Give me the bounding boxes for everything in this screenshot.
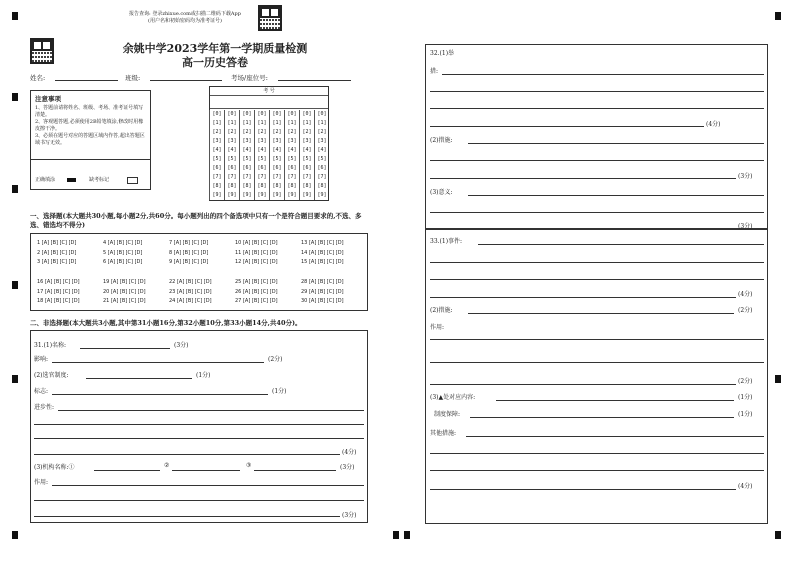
- q33-score: (2分): [738, 307, 753, 314]
- digit-bubble[interactable]: [5]: [212, 156, 222, 162]
- digit-bubble[interactable]: [6]: [227, 165, 237, 171]
- q31-org-field-1[interactable]: [94, 470, 160, 471]
- digit-bubble[interactable]: [3]: [317, 138, 327, 144]
- choice-question-5[interactable]: 5 [A] [B] [C] [D]: [103, 249, 143, 256]
- q31-impact-label: 影响:: [34, 356, 49, 363]
- q32-answer-line[interactable]: [430, 126, 704, 127]
- choice-question-18[interactable]: 18 [A] [B] [C] [D]: [37, 298, 80, 304]
- digit-bubble[interactable]: [8]: [227, 183, 237, 189]
- digit-bubble[interactable]: [6]: [317, 165, 327, 171]
- q33-score: (2分): [738, 378, 753, 385]
- choice-question-8[interactable]: 8 [A] [B] [C] [D]: [169, 249, 209, 256]
- question-31-box: [30, 330, 368, 523]
- digit-bubble[interactable]: [5]: [242, 156, 252, 162]
- choice-question-26[interactable]: 26 [A] [B] [C] [D]: [235, 288, 278, 295]
- choice-question-25[interactable]: 25 [A] [B] [C] [D]: [235, 279, 278, 285]
- q31-org-label-3: ③: [246, 462, 252, 469]
- notice-item: 2、客观题答题,必须使用2B铅笔填涂,修改时用橡皮擦干净。: [35, 119, 144, 132]
- alignment-mark: [12, 375, 18, 383]
- seat-field[interactable]: [278, 80, 351, 81]
- q33-blank-label: (3)▲处对应内容:: [430, 394, 476, 401]
- digit-column[interactable]: [299, 110, 314, 200]
- alignment-mark: [775, 12, 781, 20]
- digit-bubble[interactable]: [6]: [212, 165, 222, 171]
- alignment-mark: [775, 531, 781, 539]
- q32-step-field[interactable]: [468, 143, 764, 144]
- digit-bubble[interactable]: [1]: [257, 120, 267, 126]
- digit-bubble[interactable]: [3]: [287, 138, 297, 144]
- digit-bubble[interactable]: [4]: [242, 147, 252, 153]
- digit-bubble[interactable]: [7]: [227, 174, 237, 180]
- q33-measure-field[interactable]: [468, 313, 734, 314]
- digit-bubble[interactable]: [4]: [287, 147, 297, 153]
- digit-bubble[interactable]: [5]: [257, 156, 267, 162]
- q31-system-label: (2)选官制度:: [34, 372, 69, 379]
- digit-bubble[interactable]: [4]: [302, 147, 312, 153]
- choice-question-7[interactable]: 7 [A] [B] [C] [D]: [169, 240, 209, 246]
- q31-org-field-3[interactable]: [254, 470, 336, 471]
- digit-column[interactable]: [284, 110, 299, 200]
- choice-question-10[interactable]: 10 [A] [B] [C] [D]: [235, 240, 278, 246]
- choice-question-15[interactable]: 15 [A] [B] [C] [D]: [301, 259, 344, 265]
- digit-bubble[interactable]: [3]: [242, 138, 252, 144]
- digit-bubble[interactable]: [7]: [212, 174, 222, 180]
- q31-score: (4分): [342, 449, 357, 456]
- q31-answer-line[interactable]: [34, 454, 340, 455]
- choice-question-20[interactable]: 20 [A] [B] [C] [D]: [103, 288, 146, 295]
- digit-bubble[interactable]: [0]: [227, 111, 237, 117]
- choice-question-17[interactable]: 17 [A] [B] [C] [D]: [37, 288, 80, 295]
- q33-blank-field[interactable]: [496, 400, 734, 401]
- digit-column[interactable]: [209, 110, 224, 200]
- digit-bubble[interactable]: [4]: [272, 147, 282, 153]
- question-33-box: [425, 229, 768, 524]
- digit-bubble[interactable]: [2]: [317, 129, 327, 135]
- q31-answer-line[interactable]: [34, 516, 340, 517]
- choice-question-22[interactable]: 22 [A] [B] [C] [D]: [169, 279, 212, 285]
- alignment-mark: [12, 12, 18, 20]
- digit-bubble[interactable]: [8]: [242, 183, 252, 189]
- digit-bubble[interactable]: [4]: [212, 147, 222, 153]
- notice-item: 3、必须在题号对应的答题区域内作答,超出答题区域书写无效。: [35, 133, 145, 146]
- notice-items: [35, 105, 147, 147]
- class-field[interactable]: [150, 80, 222, 81]
- exam-number-columns: [209, 110, 329, 200]
- q32-score: (4分): [706, 121, 721, 128]
- digit-bubble[interactable]: [4]: [257, 147, 267, 153]
- q33-score: (1分): [738, 411, 753, 418]
- q31-role-field[interactable]: [52, 485, 364, 486]
- q33-institution-field[interactable]: [470, 417, 734, 418]
- q31-name-field[interactable]: [80, 348, 170, 349]
- q32-answer-line[interactable]: [430, 160, 764, 161]
- digit-bubble[interactable]: [6]: [242, 165, 252, 171]
- alignment-mark: [12, 531, 18, 539]
- notice-item: 1、答题前请将姓名、班级、考场、准考证号填写清楚。: [35, 105, 144, 118]
- digit-bubble[interactable]: [2]: [287, 129, 297, 135]
- digit-bubble[interactable]: [1]: [227, 120, 237, 126]
- q33-score: (1分): [738, 394, 753, 401]
- choice-question-23[interactable]: 23 [A] [B] [C] [D]: [169, 288, 212, 295]
- digit-bubble[interactable]: [7]: [302, 174, 312, 180]
- q33-institution-label: 制度保障:: [434, 411, 461, 418]
- digit-bubble[interactable]: [3]: [272, 138, 282, 144]
- q31-impact-field[interactable]: [52, 362, 264, 363]
- q32-step-label: (2)措施:: [430, 137, 453, 144]
- section-one-title: 一、选择题(本大题共30小题,每小题2分,共60分。每小题列出的四个备选项中只有一个是符合题目要求的,不选、多选、错选均不得分): [30, 212, 362, 229]
- absent-label: 缺考标记: [89, 177, 110, 183]
- q31-org-label-2: ②: [164, 462, 170, 469]
- q33-answer-line[interactable]: [430, 489, 736, 490]
- digit-bubble[interactable]: [3]: [302, 138, 312, 144]
- digit-bubble[interactable]: [6]: [302, 165, 312, 171]
- exam-number-write-row[interactable]: [210, 96, 328, 109]
- choice-question-6[interactable]: 6 [A] [B] [C] [D]: [103, 259, 143, 265]
- digit-column[interactable]: [314, 110, 329, 200]
- q32-significance-label: (3)意义:: [430, 189, 453, 196]
- digit-bubble[interactable]: [9]: [257, 192, 267, 198]
- section-two-title: 二、非选择题(本大题共3小题,其中第31小题16分,第32小题10分,第33小题14分,共40分)。: [30, 319, 302, 327]
- choice-question-14[interactable]: 14 [A] [B] [C] [D]: [301, 249, 344, 256]
- q32-answer-line[interactable]: [430, 178, 736, 179]
- digit-bubble[interactable]: [0]: [272, 111, 282, 117]
- alignment-mark: [12, 185, 18, 193]
- q31-name-label: 31.(1)名称:: [34, 342, 67, 349]
- digit-column[interactable]: [254, 110, 269, 200]
- alignment-mark: [393, 531, 399, 539]
- digit-bubble[interactable]: [8]: [257, 183, 267, 189]
- digit-bubble[interactable]: [0]: [287, 111, 297, 117]
- q31-score: (1分): [196, 372, 211, 379]
- digit-bubble[interactable]: [7]: [242, 174, 252, 180]
- choice-question-28[interactable]: 28 [A] [B] [C] [D]: [301, 279, 344, 285]
- digit-bubble[interactable]: [9]: [302, 192, 312, 198]
- q33-answer-line[interactable]: [430, 470, 764, 471]
- digit-bubble[interactable]: [8]: [317, 183, 327, 189]
- alignment-mark: [404, 531, 410, 539]
- q33-answer-line[interactable]: [430, 453, 764, 454]
- digit-bubble[interactable]: [9]: [212, 192, 222, 198]
- q32-score: (3分): [738, 223, 753, 230]
- choice-question-9[interactable]: 9 [A] [B] [C] [D]: [169, 259, 209, 265]
- digit-bubble[interactable]: [8]: [272, 183, 282, 189]
- digit-bubble[interactable]: [9]: [272, 192, 282, 198]
- digit-bubble[interactable]: [5]: [302, 156, 312, 162]
- digit-bubble[interactable]: [3]: [212, 138, 222, 144]
- digit-bubble[interactable]: [0]: [212, 111, 222, 117]
- digit-bubble[interactable]: [0]: [317, 111, 327, 117]
- divider: [31, 159, 150, 160]
- correct-fill-label: 正确填涂: [35, 177, 56, 183]
- choice-question-21[interactable]: 21 [A] [B] [C] [D]: [103, 298, 146, 304]
- q33-answer-line[interactable]: [430, 339, 764, 340]
- filled-sample-icon: [67, 178, 76, 182]
- digit-bubble[interactable]: [3]: [227, 138, 237, 144]
- choice-question-11[interactable]: 11 [A] [B] [C] [D]: [235, 249, 278, 256]
- digit-bubble[interactable]: [1]: [287, 120, 297, 126]
- q33-score: (4分): [738, 483, 753, 490]
- q33-event-field[interactable]: [478, 244, 764, 245]
- digit-bubble[interactable]: [5]: [227, 156, 237, 162]
- digit-bubble[interactable]: [8]: [287, 183, 297, 189]
- name-field[interactable]: [55, 80, 118, 81]
- digit-bubble[interactable]: [1]: [272, 120, 282, 126]
- choice-question-27[interactable]: 27 [A] [B] [C] [D]: [235, 298, 278, 304]
- digit-bubble[interactable]: [7]: [317, 174, 327, 180]
- class-label: 班级:: [125, 74, 141, 82]
- q31-score: (3分): [342, 512, 357, 519]
- digit-bubble[interactable]: [0]: [257, 111, 267, 117]
- choice-question-4[interactable]: 4 [A] [B] [C] [D]: [103, 240, 143, 246]
- choice-question-12[interactable]: 12 [A] [B] [C] [D]: [235, 259, 278, 265]
- digit-bubble[interactable]: [6]: [287, 165, 297, 171]
- q31-system-field[interactable]: [86, 378, 192, 379]
- digit-bubble[interactable]: [5]: [317, 156, 327, 162]
- q33-answer-line[interactable]: [430, 297, 736, 298]
- digit-bubble[interactable]: [9]: [287, 192, 297, 198]
- digit-bubble[interactable]: [6]: [272, 165, 282, 171]
- choice-question-13[interactable]: 13 [A] [B] [C] [D]: [301, 240, 344, 246]
- question-32-box: [425, 44, 768, 229]
- digit-bubble[interactable]: [0]: [242, 111, 252, 117]
- page-title: 高一历史答卷: [182, 56, 248, 69]
- q32-measure-field[interactable]: [442, 74, 764, 75]
- q32-answer-line[interactable]: [430, 212, 764, 213]
- q33-event-label: 33.(1)事件:: [430, 238, 463, 245]
- q33-answer-line[interactable]: [430, 362, 764, 363]
- digit-bubble[interactable]: [1]: [242, 120, 252, 126]
- q32-measure-label: 措:: [430, 68, 439, 75]
- digit-bubble[interactable]: [3]: [257, 138, 267, 144]
- q33-answer-line[interactable]: [430, 384, 736, 385]
- digit-bubble[interactable]: [9]: [242, 192, 252, 198]
- digit-bubble[interactable]: [1]: [212, 120, 222, 126]
- qr-code-icon: [258, 5, 282, 31]
- exam-number-grid: [209, 86, 329, 201]
- choice-question-3[interactable]: 3 [A] [B] [C] [D]: [37, 259, 77, 265]
- choice-question-2[interactable]: 2 [A] [B] [C] [D]: [37, 249, 77, 256]
- digit-bubble[interactable]: [1]: [302, 120, 312, 126]
- choice-question-16[interactable]: 16 [A] [B] [C] [D]: [37, 279, 80, 285]
- seat-label: 考场/座位号:: [231, 74, 268, 82]
- q31-answer-line[interactable]: [34, 438, 364, 439]
- report-note: [115, 11, 255, 25]
- digit-column[interactable]: [239, 110, 254, 200]
- choice-question-24[interactable]: 24 [A] [B] [C] [D]: [169, 298, 212, 304]
- q32-label: 32.(1)举: [430, 50, 455, 57]
- digit-bubble[interactable]: [1]: [317, 120, 327, 126]
- notice-box: [30, 90, 151, 190]
- digit-column[interactable]: [269, 110, 284, 200]
- alignment-mark: [12, 93, 18, 101]
- choice-question-29[interactable]: 29 [A] [B] [C] [D]: [301, 288, 344, 295]
- q31-sign-label: 标志:: [34, 388, 49, 395]
- digit-bubble[interactable]: [5]: [287, 156, 297, 162]
- exam-number-header: 考 号: [210, 88, 328, 96]
- alignment-mark: [12, 281, 18, 289]
- digit-bubble[interactable]: [2]: [227, 129, 237, 135]
- q33-other-label: 其他措施:: [430, 430, 457, 437]
- q31-progress-label: 进步性:: [34, 404, 55, 411]
- digit-bubble[interactable]: [2]: [302, 129, 312, 135]
- qr-code-icon: [30, 38, 54, 64]
- choice-question-1[interactable]: 1 [A] [B] [C] [D]: [37, 240, 77, 246]
- q33-other-field[interactable]: [466, 436, 764, 437]
- digit-bubble[interactable]: [7]: [272, 174, 282, 180]
- q31-score: (1分): [272, 388, 287, 395]
- q31-sign-field[interactable]: [52, 394, 268, 395]
- report-note-line: (用户名和初始密码均为准考证号): [148, 18, 222, 24]
- digit-bubble[interactable]: [2]: [272, 129, 282, 135]
- digit-bubble[interactable]: [4]: [317, 147, 327, 153]
- q31-org-label: (3)机构名称:①: [34, 464, 75, 471]
- digit-bubble[interactable]: [0]: [302, 111, 312, 117]
- digit-bubble[interactable]: [9]: [317, 192, 327, 198]
- digit-bubble[interactable]: [2]: [257, 129, 267, 135]
- q33-answer-line[interactable]: [430, 279, 764, 280]
- choice-answer-box: [30, 233, 368, 311]
- choice-question-19[interactable]: 19 [A] [B] [C] [D]: [103, 279, 146, 285]
- digit-bubble[interactable]: [2]: [212, 129, 222, 135]
- name-label: 姓名:: [30, 74, 46, 82]
- q31-progress-field[interactable]: [58, 410, 364, 411]
- digit-bubble[interactable]: [7]: [257, 174, 267, 180]
- digit-bubble[interactable]: [8]: [212, 183, 222, 189]
- q31-answer-line[interactable]: [34, 424, 364, 425]
- q31-org-field-2[interactable]: [172, 470, 240, 471]
- digit-bubble[interactable]: [2]: [242, 129, 252, 135]
- digit-bubble[interactable]: [9]: [227, 192, 237, 198]
- q32-score: (3分): [738, 173, 753, 180]
- q32-answer-line[interactable]: [430, 91, 764, 92]
- q32-significance-field[interactable]: [468, 195, 764, 196]
- q31-role-label: 作用:: [34, 479, 49, 486]
- absent-checkbox[interactable]: [127, 177, 138, 184]
- q31-score: (3分): [174, 342, 189, 349]
- digit-bubble[interactable]: [7]: [287, 174, 297, 180]
- digit-bubble[interactable]: [6]: [257, 165, 267, 171]
- choice-question-30[interactable]: 30 [A] [B] [C] [D]: [301, 298, 344, 304]
- q33-role-label: 作用:: [430, 324, 445, 331]
- q33-answer-line[interactable]: [430, 262, 764, 263]
- digit-bubble[interactable]: [8]: [302, 183, 312, 189]
- q31-score: (2分): [268, 356, 283, 363]
- digit-bubble[interactable]: [4]: [227, 147, 237, 153]
- alignment-mark: [775, 375, 781, 383]
- q33-score: (4分): [738, 291, 753, 298]
- q31-answer-line[interactable]: [34, 500, 364, 501]
- notice-title: 注意事项: [35, 95, 61, 103]
- digit-column[interactable]: [224, 110, 239, 200]
- q32-answer-line[interactable]: [430, 108, 764, 109]
- digit-bubble[interactable]: [5]: [272, 156, 282, 162]
- report-note-line: 报告查询: 登录zhixue.com或扫描二维码下载App: [129, 11, 241, 17]
- q33-measure-label: (2)措施:: [430, 307, 453, 314]
- school-title: 余姚中学2023学年第一学期质量检测: [122, 42, 308, 55]
- q31-score: (3分): [340, 464, 355, 471]
